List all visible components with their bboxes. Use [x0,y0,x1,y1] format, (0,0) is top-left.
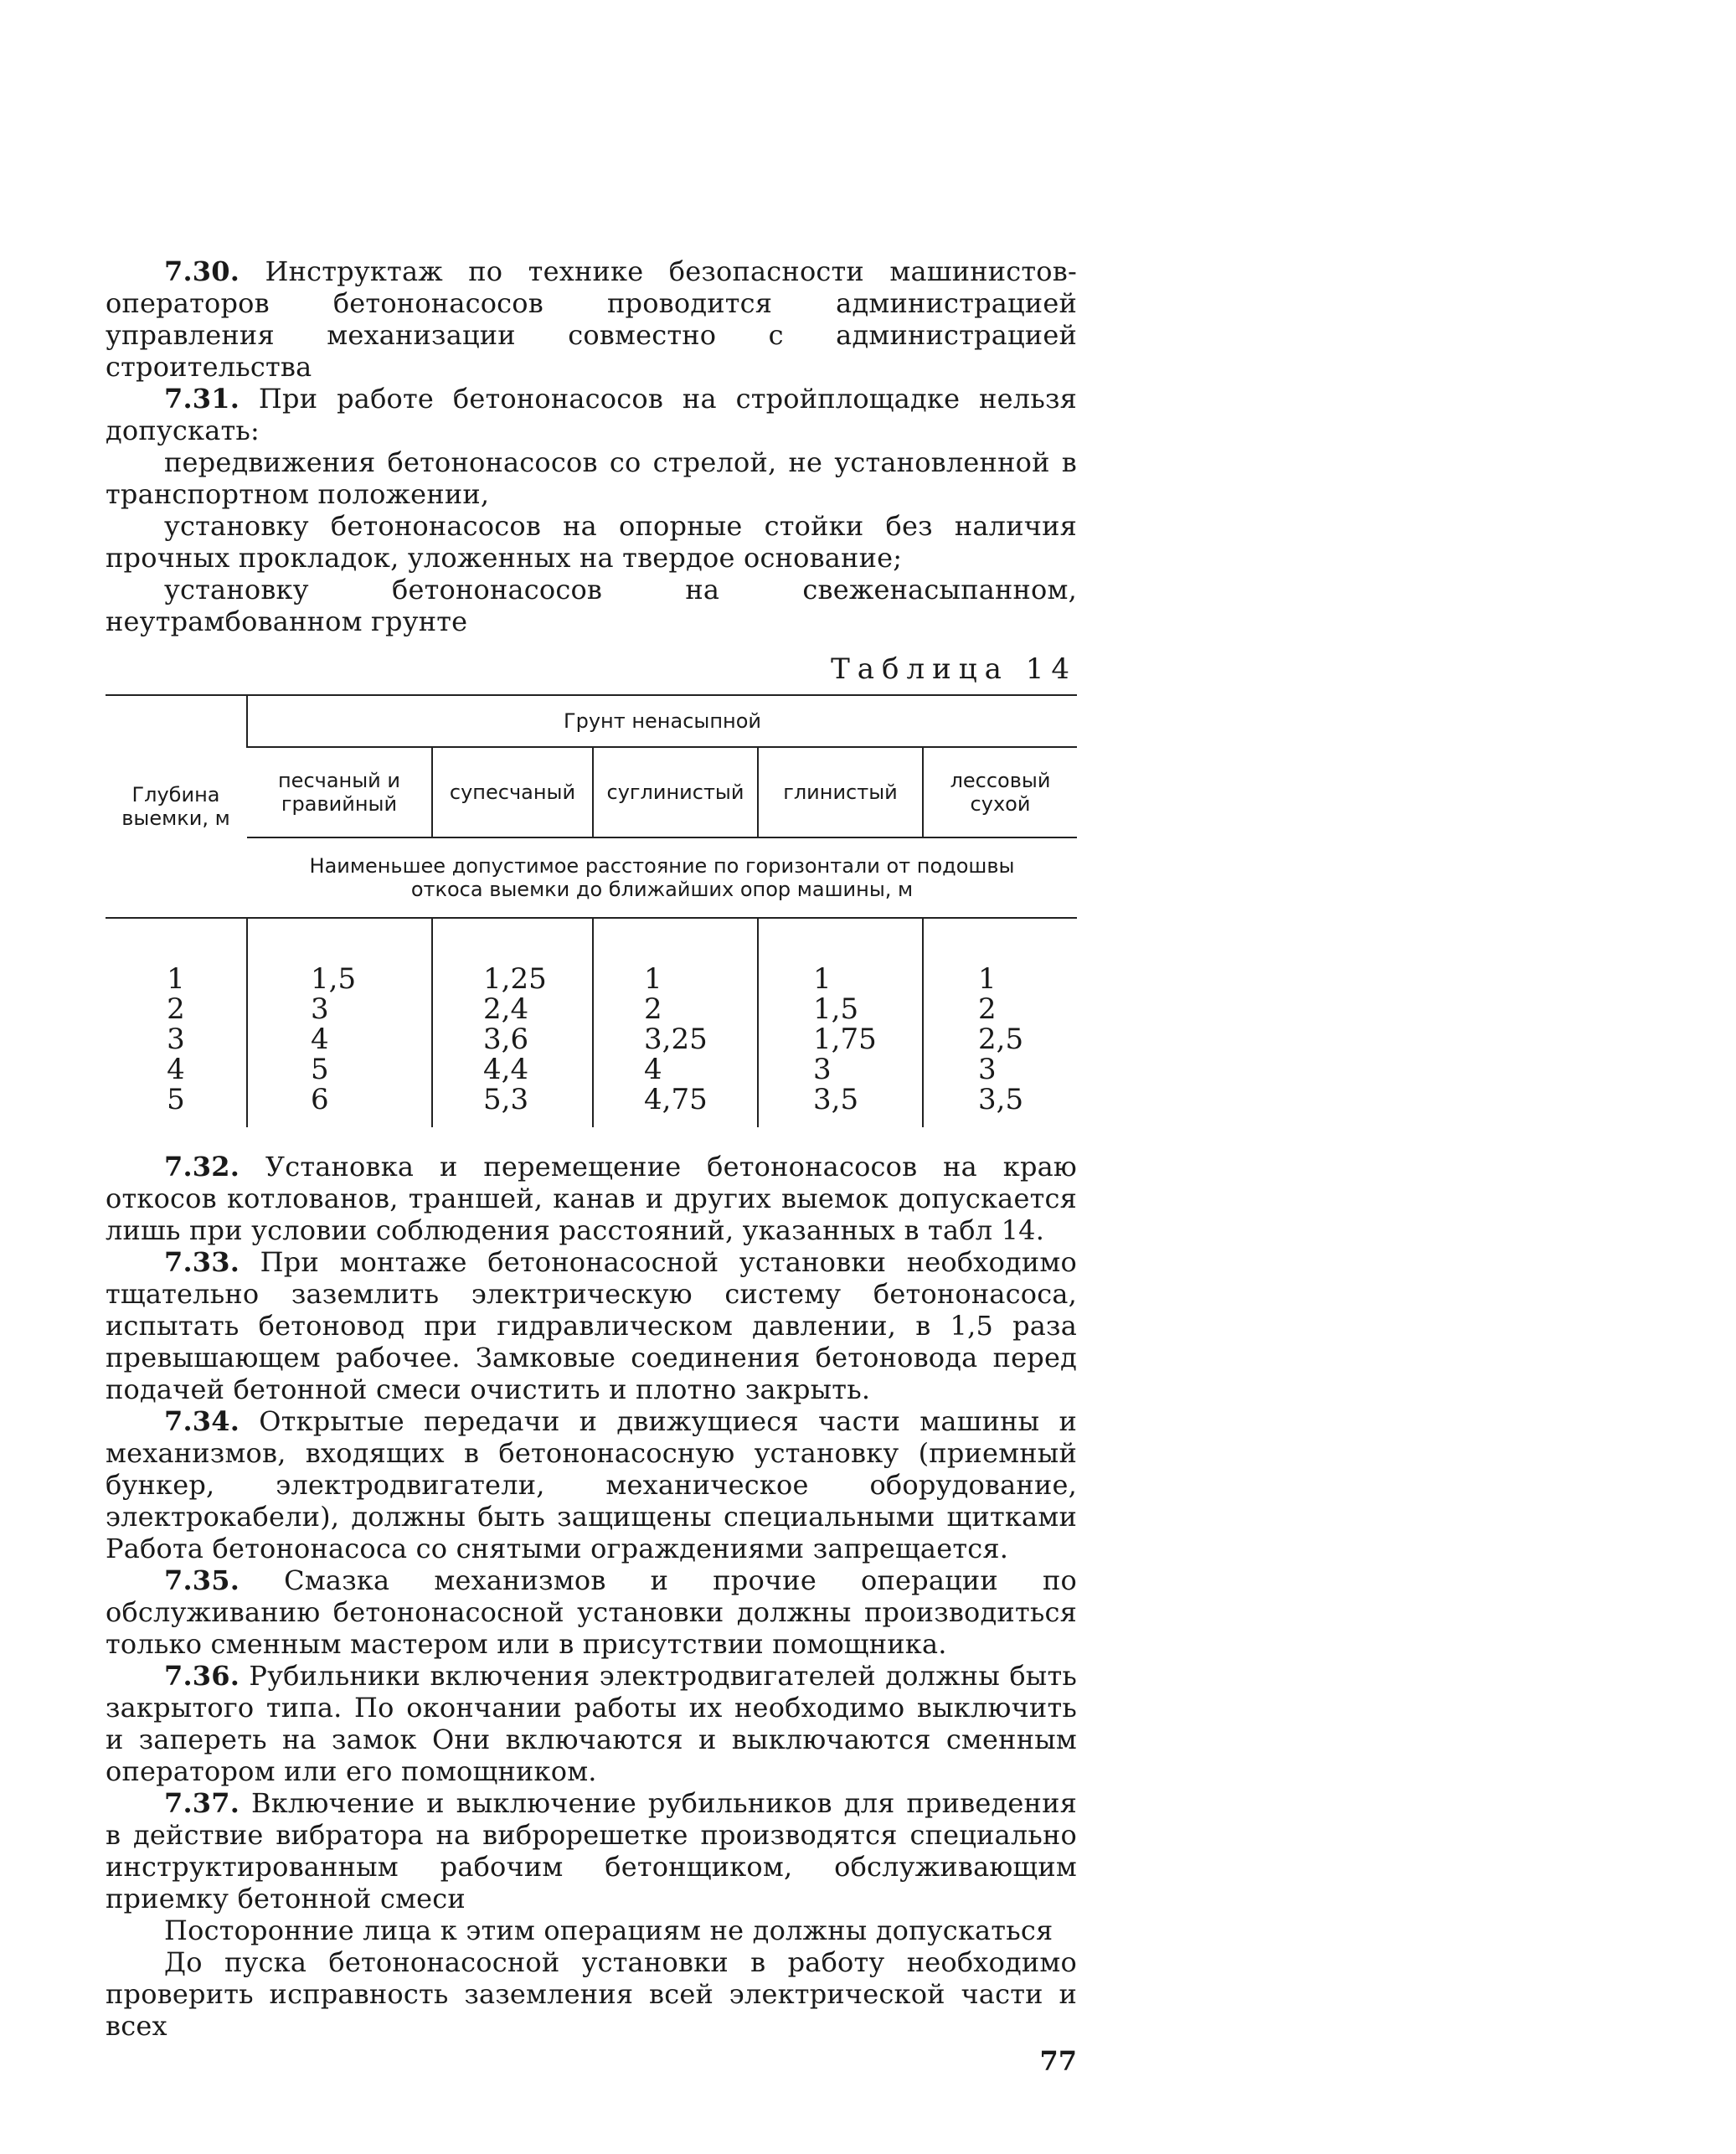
clause-number: 7.36. [164,1660,240,1692]
table-caption: Таблица 14 [831,652,1077,686]
clause-number: 7.35. [164,1564,240,1596]
paragraph-text: установку бетононасосов на свеженасыпанном, неутрамбованном грунте [106,574,1077,637]
table-cell: 2 [644,992,662,1026]
paragraph-7-32 [106,1151,1077,1246]
table-cell: 4 [644,1052,662,1086]
table-cell: 1 [813,961,832,996]
table-cell: 2 [167,992,185,1026]
header-soil-sandy-loam: супесчаный [432,747,593,837]
table-14 [106,694,1077,1127]
page-content [106,255,1077,2077]
table-cell: 2,5 [978,1022,1024,1056]
table-cell: 3 [978,1052,997,1086]
paragraph-7-33 [106,1246,1077,1405]
paragraph-text: Инструктаж по технике безопасности машинистов-операторов бетононасосов проводится администрацией управления механизации совместно с администрацией строительства [106,255,1077,383]
depth-column [106,918,247,1127]
header-distance-note: Наименьшее допустимое расстояние по горизонтали от подошвы откоса выемки до ближайших опор машины, м [247,837,1077,918]
table-cell: 5 [311,1052,329,1086]
table-cell: 2 [978,992,997,1026]
paragraph-text: Посторонние лица к этим операциям не должны допускаться [164,1914,1053,1946]
paragraph-text: При монтаже бетононасосной установки необходимо тщательно заземлить электрическую систему бетононасоса, испытать бетоновод при гидравлическом давлении, в 1,5 раза превышающем рабочее. Замковые соединения бетоновода перед подачей бетонной смеси очистить и плотно закрыть. [106,1246,1077,1405]
table-cell: 1,5 [311,961,357,996]
paragraph-7-31 [106,383,1077,446]
clause-number: 7.33. [164,1246,240,1278]
clause-number: 7.32. [164,1151,240,1183]
table-cell: 3,5 [978,1082,1024,1116]
paragraph-text: Включение и выключение рубильников для приведения в действие вибратора на виброрешетке производятся специально инструктированным рабочим бетонщиком, обслуживающим приемку бетонной смеси [106,1787,1077,1914]
table-cell: 3,5 [813,1082,859,1116]
paragraph-7-35 [106,1564,1077,1660]
table-cell: 1,25 [483,961,547,996]
table-cell: 4,75 [644,1082,708,1116]
table-cell: 1 [644,961,662,996]
paragraph-grounding [106,1946,1077,2042]
column-clay [758,918,923,1127]
list-item-transport [106,446,1077,510]
paragraph-outsiders [106,1914,1077,1946]
paragraph-7-30 [106,255,1077,383]
table-cell: 1,5 [813,992,859,1026]
table-cell: 5,3 [483,1082,529,1116]
table-cell: 1 [167,961,185,996]
table-cell: 4 [311,1022,329,1056]
paragraph-text: Рубильники включения электродвигателей должны быть закрытого типа. По окончании работы их необходимо выключить и запереть на замок Они включаются и выключаются сменным оператором или его помощником. [106,1660,1077,1787]
list-item-supports [106,510,1077,574]
column-sandy-loam [432,918,593,1127]
table-cell: 4,4 [483,1052,529,1086]
paragraph-text: Установка и перемещение бетононасосов на краю откосов котлованов, траншей, канав и других выемок допускается лишь при условии соблюдения расстояний, указанных в табл 14. [106,1151,1077,1246]
table-cell: 3 [813,1052,832,1086]
table-cell: 5 [167,1082,185,1116]
column-sandy [247,918,432,1127]
clause-number: 7.30. [164,255,240,287]
paragraph-text: До пуска бетононасосной установки в работу необходимо проверить исправность заземления всей электрической части и всех [106,1946,1077,2042]
paragraph-7-37 [106,1787,1077,1914]
clause-number: 7.37. [164,1787,240,1819]
table-cell: 1 [978,961,997,996]
page-number: 77 [1039,2045,1077,2077]
paragraph-7-36 [106,1660,1077,1787]
paragraph-text: Открытые передачи и движущиеся части машины и механизмов, входящих в бетононасосную установку (приемный бункер, электродвигатели, механическое оборудование, электрокабели), должны быть защищены специальными щитками Работа бетононасоса со снятыми ограждениями запрещается. [106,1405,1077,1564]
clause-number: 7.34. [164,1405,240,1437]
table-cell: 4 [167,1052,185,1086]
paragraph-text: передвижения бетононасосов со стрелой, не установленной в транспортном положении, [106,446,1077,510]
table-cell: 3,6 [483,1022,529,1056]
table-cell: 3 [311,992,329,1026]
header-soil-sandy: песчаный и гравийный [247,747,432,837]
table-cell: 3 [167,1022,185,1056]
clause-number: 7.31. [164,383,240,415]
header-soil-group: Грунт ненасыпной [247,695,1077,747]
column-loess [923,918,1077,1127]
column-loam [593,918,758,1127]
paragraph-text: При работе бетононасосов на стройплощадке нельзя допускать: [106,383,1077,446]
paragraph-7-34 [106,1405,1077,1564]
header-depth: Глубина выемки, м [106,695,247,918]
table-cell: 1,75 [813,1022,877,1056]
paragraph-text: Смазка механизмов и прочие операции по обслуживанию бетононасосной установки должны производиться только сменным мастером или в присутствии помощника. [106,1564,1077,1660]
table-cell: 2,4 [483,992,529,1026]
header-soil-loess: лессовый сухой [923,747,1077,837]
paragraph-text: установку бетононасосов на опорные стойки без наличия прочных прокладок, уложенных на твердое основание; [106,510,1077,574]
list-item-fresh-soil [106,574,1077,637]
header-soil-loam: суглинистый [593,747,758,837]
table-cell: 6 [311,1082,329,1116]
header-soil-clay: глинистый [758,747,923,837]
table-cell: 3,25 [644,1022,708,1056]
